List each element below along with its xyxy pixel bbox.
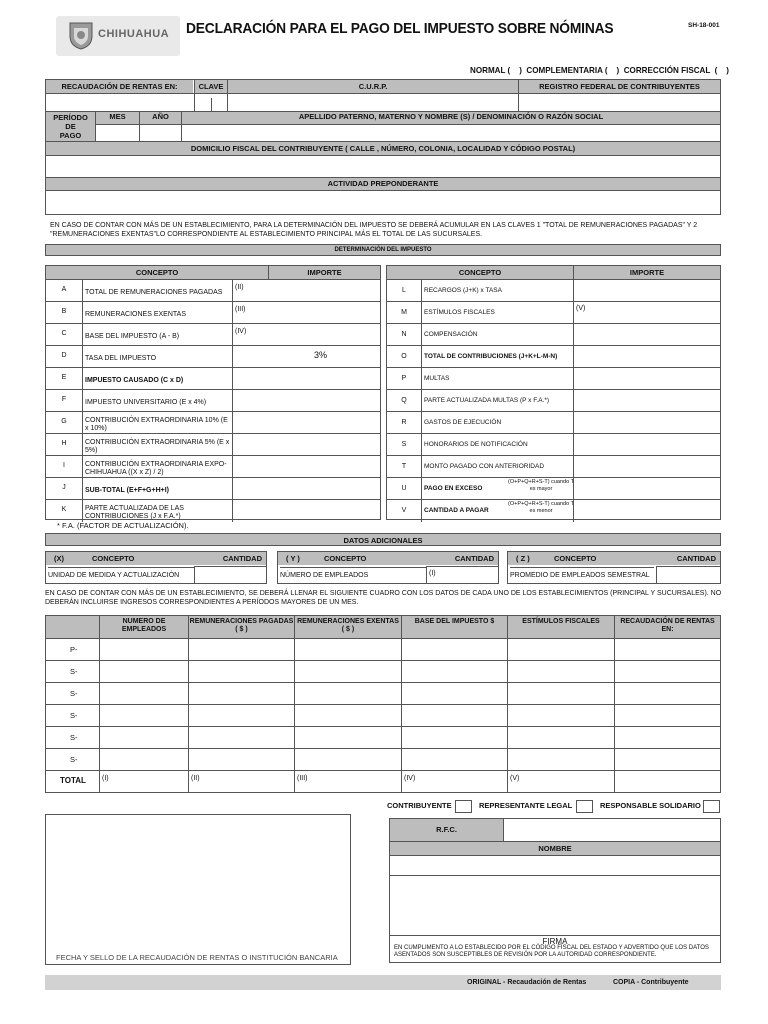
est-cell[interactable] — [99, 639, 188, 661]
mes-field[interactable] — [95, 124, 139, 141]
tax-row-concept: PARTE ACTUALIZADA DE LAS CONTRIBUCIONES (J x F.A.*) — [82, 500, 232, 522]
mes-header: MES — [95, 112, 139, 124]
tax-row-amount[interactable]: (IV) — [232, 324, 380, 346]
extra-concepto-label: CONCEPTO — [324, 554, 367, 563]
tax-row-key: O — [401, 353, 407, 360]
responsable-label: RESPONSABLE SOLIDARIO — [600, 801, 701, 810]
tax-row-right — [387, 367, 720, 389]
est-row-label: S- — [70, 667, 78, 676]
est-row — [46, 638, 720, 660]
datos-adicionales-header: DATOS ADICIONALES — [45, 533, 721, 546]
est-cell[interactable] — [294, 683, 401, 705]
tax-row-key: B — [61, 308, 67, 315]
est-total-row — [46, 770, 720, 792]
responsable-checkbox[interactable] — [703, 800, 720, 813]
clave-header: CLAVE — [194, 80, 227, 93]
curp-header: C.U.R.P. — [227, 80, 518, 93]
signature-box — [389, 818, 721, 963]
est-cell[interactable] — [188, 639, 294, 661]
est-col-header: REMUNERACIONES EXENTAS ( $ ) — [294, 616, 401, 638]
tax-row-concept: PARTE ACTUALIZADA MULTAS (P x F.A.*) — [421, 390, 573, 412]
tax-row-key: N — [401, 331, 407, 338]
tax-row-left — [46, 499, 380, 521]
est-col-header: BASE DEL IMPUESTO $ — [401, 616, 507, 638]
est-cell[interactable] — [294, 639, 401, 661]
est-cell[interactable] — [507, 661, 614, 683]
nombre-field[interactable] — [181, 124, 720, 141]
tax-row-left — [46, 323, 380, 345]
concepto-header-right: CONCEPTO — [387, 266, 573, 279]
tax-row-concept: COMPENSACIÓN — [421, 324, 573, 346]
tax-row-right — [387, 279, 720, 301]
tax-row-key: F — [61, 396, 67, 403]
extra-data-box — [507, 551, 721, 584]
tax-row-right — [387, 499, 720, 521]
est-cell[interactable] — [188, 727, 294, 749]
tax-row-formula: (O+P+Q+R+S-T) cuando T es mayor — [508, 479, 574, 492]
tax-row-concept: RECARGOS (J+K) x TASA — [421, 280, 573, 302]
tax-row-right — [387, 323, 720, 345]
tax-row-key: R — [401, 419, 407, 426]
tax-row-key: M — [401, 309, 407, 316]
extra-tag: (X) — [54, 554, 64, 563]
tax-row-key: S — [401, 441, 407, 448]
est-cell[interactable] — [294, 705, 401, 727]
contribuyente-checkbox[interactable] — [455, 800, 472, 813]
fa-note: * F.A. (FACTOR DE ACTUALIZACIÓN). — [57, 521, 189, 530]
tax-row-key: E — [61, 374, 67, 381]
tax-row-left — [46, 345, 380, 367]
est-row — [46, 748, 720, 770]
tax-row-concept: MONTO PAGADO CON ANTERIORIDAD — [421, 456, 573, 478]
tax-row-amount[interactable] — [573, 390, 720, 412]
est-row-label: S- — [70, 689, 78, 698]
tax-row-key: L — [402, 287, 406, 294]
est-cell[interactable] — [99, 683, 188, 705]
tax-row-concept: IMPUESTO UNIVERSITARIO (E x 4%) — [82, 390, 232, 412]
rfc-header: REGISTRO FEDERAL DE CONTRIBUYENTES — [518, 80, 720, 93]
tax-row-amount[interactable] — [573, 456, 720, 478]
anio-header: AÑO — [139, 112, 181, 124]
declaration-types: NORMAL ( ) COMPLEMENTARIA ( ) CORRECCIÓN FISCAL ( ) — [470, 65, 729, 75]
tax-row-concept: SUB-TOTAL (E+F+G+H+I) — [82, 478, 232, 500]
recaudacion-field[interactable] — [46, 94, 193, 111]
tax-row-left — [46, 367, 380, 389]
firma-label: FIRMA — [390, 935, 720, 946]
contribuyente-label: CONTRIBUYENTE — [387, 801, 452, 810]
concepto-header-left: CONCEPTO — [46, 266, 268, 279]
tax-row-amount[interactable] — [232, 434, 380, 456]
tax-row-left — [46, 455, 380, 477]
tax-row-concept: ESTÍMULOS FISCALES — [421, 302, 573, 324]
form-code: SH-18-001 — [688, 22, 720, 29]
tax-row-amount[interactable]: (II) — [232, 280, 380, 302]
brand-name: CHIHUAHUA — [98, 28, 170, 40]
est-cell[interactable] — [507, 727, 614, 749]
representante-checkbox[interactable] — [576, 800, 593, 813]
extra-tag: ( Y ) — [286, 554, 300, 563]
state-seal-icon — [68, 20, 94, 50]
est-row — [46, 704, 720, 726]
tax-row-left — [46, 433, 380, 455]
tax-row-amount[interactable]: 3% — [232, 346, 380, 368]
representante-label: REPRESENTANTE LEGAL — [479, 801, 573, 810]
est-cell[interactable] — [614, 639, 720, 661]
tax-row-concept: BASE DEL IMPUESTO (A - B) — [82, 324, 232, 346]
extra-data-box — [45, 551, 267, 584]
tax-row-concept: IMPUESTO CAUSADO (C x D) — [82, 368, 232, 390]
tax-row-concept: REMUNERACIONES EXENTAS — [82, 302, 232, 324]
curp-field[interactable] — [227, 94, 518, 111]
tax-row-right — [387, 389, 720, 411]
est-total-cell[interactable]: (V) — [507, 771, 614, 793]
est-total-cell[interactable]: (IV) — [401, 771, 507, 793]
est-cell[interactable] — [188, 683, 294, 705]
footer-original: ORIGINAL - Recaudación de Rentas — [467, 979, 587, 986]
tax-row-key: U — [401, 485, 407, 492]
est-cell[interactable] — [507, 683, 614, 705]
tax-row-key: C — [61, 330, 67, 337]
est-cell[interactable] — [188, 749, 294, 771]
est-cell[interactable] — [614, 661, 720, 683]
tax-row-left — [46, 389, 380, 411]
tax-row-amount[interactable] — [573, 324, 720, 346]
extra-label: UNIDAD DE MEDIDA Y ACTUALIZACIÓN — [48, 567, 194, 583]
tax-row-right — [387, 345, 720, 367]
tax-row-concept: CANTIDAD A PAGAR — [421, 500, 573, 522]
est-cell[interactable] — [99, 749, 188, 771]
est-col-header: REMUNERACIONES PAGADAS ( $ ) — [188, 616, 294, 638]
tax-row-concept: CONTRIBUCIÓN EXTRAORDINARIA 5% (E x 5%) — [82, 434, 232, 456]
extra-label: PROMEDIO DE EMPLEADOS SEMESTRAL — [510, 567, 654, 583]
tax-row-amount[interactable] — [573, 346, 720, 368]
est-cell[interactable] — [401, 705, 507, 727]
est-cell[interactable] — [401, 639, 507, 661]
legal-note: EN CUMPLIMENTO A LO ESTABLECIDO POR EL CÓDIGO FISCAL DEL ESTADO Y ADVERTIDO QUE LOS DATOS ASENTADOS SON SUSCEPTIBLES DE REVISIÓN POR LA AUTORIDAD CORRESPONDIENTE. — [394, 945, 709, 959]
nombre-sign-field[interactable] — [390, 855, 720, 876]
tax-row-amount[interactable] — [232, 456, 380, 478]
est-cell[interactable] — [99, 727, 188, 749]
est-cell[interactable] — [188, 705, 294, 727]
est-row — [46, 682, 720, 704]
rfc-field[interactable] — [518, 94, 720, 111]
est-cell[interactable] — [294, 749, 401, 771]
est-row-label: S- — [70, 755, 78, 764]
tax-row-concept: HONORARIOS DE NOTIFICACIÓN — [421, 434, 573, 456]
tax-row-amount[interactable] — [573, 434, 720, 456]
actividad-field[interactable] — [46, 190, 720, 214]
est-cell[interactable] — [401, 661, 507, 683]
est-total-cell[interactable]: (III) — [294, 771, 401, 793]
tax-row-key: T — [401, 463, 407, 470]
est-total-cell[interactable]: (I) — [99, 771, 188, 793]
tax-row-key: V — [401, 507, 407, 514]
est-cell[interactable] — [294, 661, 401, 683]
anio-field[interactable] — [139, 124, 181, 141]
tax-row-key: P — [401, 375, 407, 382]
periodo-label: PERÍODO DE PAGO — [46, 112, 95, 141]
tax-row-right — [387, 455, 720, 477]
tax-row-key: K — [61, 506, 67, 513]
domicilio-header: DOMICILIO FISCAL DEL CONTRIBUYENTE ( CALLE , NÚMERO, COLONIA, LOCALIDAD Y CÓDIGO POSTAL) — [46, 142, 720, 155]
est-total-label: TOTAL — [60, 776, 86, 785]
tax-row-key: Q — [401, 397, 407, 404]
tax-row-right — [387, 477, 720, 499]
tax-row-key: H — [61, 440, 67, 447]
est-cell[interactable] — [401, 749, 507, 771]
tax-row-amount[interactable] — [232, 390, 380, 412]
tax-row-amount[interactable]: (V) — [573, 302, 720, 324]
tax-row-concept: CONTRIBUCIÓN EXTRAORDINARIA 10% (E x 10%) — [82, 412, 232, 434]
extra-cantidad-label: CANTIDAD — [676, 554, 716, 563]
tax-row-amount[interactable] — [573, 368, 720, 390]
page-title: DECLARACIÓN PARA EL PAGO DEL IMPUESTO SOBRE NÓMINAS — [186, 20, 614, 37]
rfc-sign-field[interactable] — [503, 819, 720, 841]
tax-row-concept: MULTAS — [421, 368, 573, 390]
extra-value[interactable] — [194, 566, 266, 583]
actividad-header: ACTIVIDAD PREPONDERANTE — [46, 178, 720, 190]
tax-row-concept: CONTRIBUCIÓN EXTRAORDINARIA EXPO-CHIHUAHUA ((X x Z) / 2) — [82, 456, 232, 478]
est-row — [46, 726, 720, 748]
rfc-sign-header: R.F.C. — [390, 819, 503, 841]
est-total-cell[interactable] — [614, 771, 720, 793]
est-cell[interactable] — [99, 705, 188, 727]
extra-label: NÚMERO DE EMPLEADOS — [280, 567, 426, 583]
est-cell[interactable] — [614, 727, 720, 749]
tax-row-amount[interactable] — [573, 412, 720, 434]
est-row-label: S- — [70, 733, 78, 742]
extra-value[interactable] — [656, 566, 720, 583]
tax-row-amount[interactable] — [232, 500, 380, 522]
tax-row-key: A — [61, 286, 67, 293]
clave-field[interactable] — [194, 94, 227, 111]
est-row-label: S- — [70, 711, 78, 720]
tax-row-key: G — [61, 418, 67, 425]
est-cell[interactable] — [614, 705, 720, 727]
tax-row-amount[interactable] — [573, 478, 720, 500]
tax-row-left — [46, 279, 380, 301]
est-cell[interactable] — [507, 749, 614, 771]
extra-data-box — [277, 551, 499, 584]
firma-area[interactable] — [390, 876, 720, 934]
taxpayer-info-box — [45, 79, 721, 215]
tax-row-amount[interactable] — [232, 412, 380, 434]
tax-row-left — [46, 301, 380, 323]
tax-row-amount[interactable] — [573, 280, 720, 302]
extra-cantidad-label: CANTIDAD — [454, 554, 494, 563]
est-cell[interactable] — [614, 683, 720, 705]
tax-row-right — [387, 301, 720, 323]
tax-row-concept: TOTAL DE REMUNERACIONES PAGADAS — [82, 280, 232, 302]
tax-row-concept: TASA DEL IMPUESTO — [82, 346, 232, 368]
footer-copia: COPIA - Contribuyente — [613, 979, 689, 986]
tax-table-left — [45, 265, 381, 520]
multiple-establishment-note: EN CASO DE CONTAR CON MÁS DE UN ESTABLECIMIENTO, PARA LA DETERMINACIÓN DEL IMPUESTO SE DEBERÁ ACUMULAR EN LAS CLAVES 1 "TOTAL DE REMUNERACIONES PAGADAS" Y 2 "REMUNERACIONES EXENTAS"LO CORRESPONDIENTE AL ESTABLECIMIENTO PRINCIPAL MÁS EL TOTAL DE LAS SUCURSALES. — [50, 222, 698, 239]
tax-row-right — [387, 433, 720, 455]
est-cell[interactable] — [99, 661, 188, 683]
tax-row-amount[interactable] — [232, 478, 380, 500]
recaudacion-header: RECAUDACIÓN DE RENTAS EN: — [46, 80, 193, 93]
extra-concepto-label: CONCEPTO — [554, 554, 597, 563]
establishments-table — [45, 615, 721, 793]
tax-row-amount[interactable]: (III) — [232, 302, 380, 324]
extra-concepto-label: CONCEPTO — [92, 554, 135, 563]
tax-row-amount[interactable] — [573, 500, 720, 522]
tax-row-concept: PAGO EN EXCESO — [421, 478, 573, 500]
tax-row-right — [387, 411, 720, 433]
nombre-sign-header: NOMBRE — [390, 841, 720, 855]
est-cell[interactable] — [507, 639, 614, 661]
est-col-header: NUMERO DE EMPLEADOS — [99, 616, 188, 638]
tax-row-left — [46, 477, 380, 499]
extra-tag: ( Z ) — [516, 554, 530, 563]
est-row-label: P- — [70, 645, 78, 654]
tax-row-key: I — [63, 462, 65, 469]
tax-row-key: J — [62, 484, 66, 491]
est-cell[interactable] — [401, 727, 507, 749]
est-cell[interactable] — [294, 727, 401, 749]
importe-header-right: IMPORTE — [573, 266, 720, 279]
est-col-header: RECAUDACIÓN DE RENTAS EN: — [614, 616, 720, 638]
est-cell[interactable] — [614, 749, 720, 771]
nombre-header: APELLIDO PATERNO, MATERNO Y NOMBRE (S) / DENOMINACIÓN O RAZÓN SOCIAL — [181, 112, 720, 124]
est-row — [46, 660, 720, 682]
tax-row-left — [46, 411, 380, 433]
extra-value[interactable]: (I) — [426, 566, 498, 583]
stamp-label: FECHA Y SELLO DE LA RECAUDACIÓN DE RENTAS O INSTITUCIÓN BANCARIA — [56, 953, 338, 962]
tax-row-key: D — [61, 352, 67, 359]
est-col-header: ESTÍMULOS FISCALES — [507, 616, 614, 638]
est-cell[interactable] — [188, 661, 294, 683]
tax-row-concept: GASTOS DE EJECUCIÓN — [421, 412, 573, 434]
bank-stamp-box[interactable] — [45, 814, 351, 965]
est-total-cell[interactable]: (II) — [188, 771, 294, 793]
determinacion-header: DETERMINACIÓN DEL IMPUESTO — [45, 244, 721, 256]
tax-table-right — [386, 265, 721, 520]
tax-row-formula: (O+P+Q+R+S-T) cuando T es menor — [508, 501, 574, 514]
tax-row-concept: TOTAL DE CONTRIBUCIONES (J+K+L-M-N) — [421, 346, 573, 368]
est-cell[interactable] — [401, 683, 507, 705]
importe-header-left: IMPORTE — [268, 266, 380, 279]
domicilio-field[interactable] — [46, 155, 720, 177]
est-cell[interactable] — [507, 705, 614, 727]
tax-row-amount[interactable] — [232, 368, 380, 390]
extra-cantidad-label: CANTIDAD — [222, 554, 262, 563]
establishments-note: EN CASO DE CONTAR CON MÁS DE UN ESTABLECIMIENTO, SE DEBERÁ LLENAR EL SIGUIENTE CUADRO CON LOS DATOS DE CADA UNO DE LOS ESTABLECIMIENTOS (PRINCIPAL Y SUCURSALES). NO DEBERÁN INCLUIRSE INGRESOS CORRESPONDIENTES A PERÍODOS MAYORES DE UN MES. — [45, 590, 722, 607]
